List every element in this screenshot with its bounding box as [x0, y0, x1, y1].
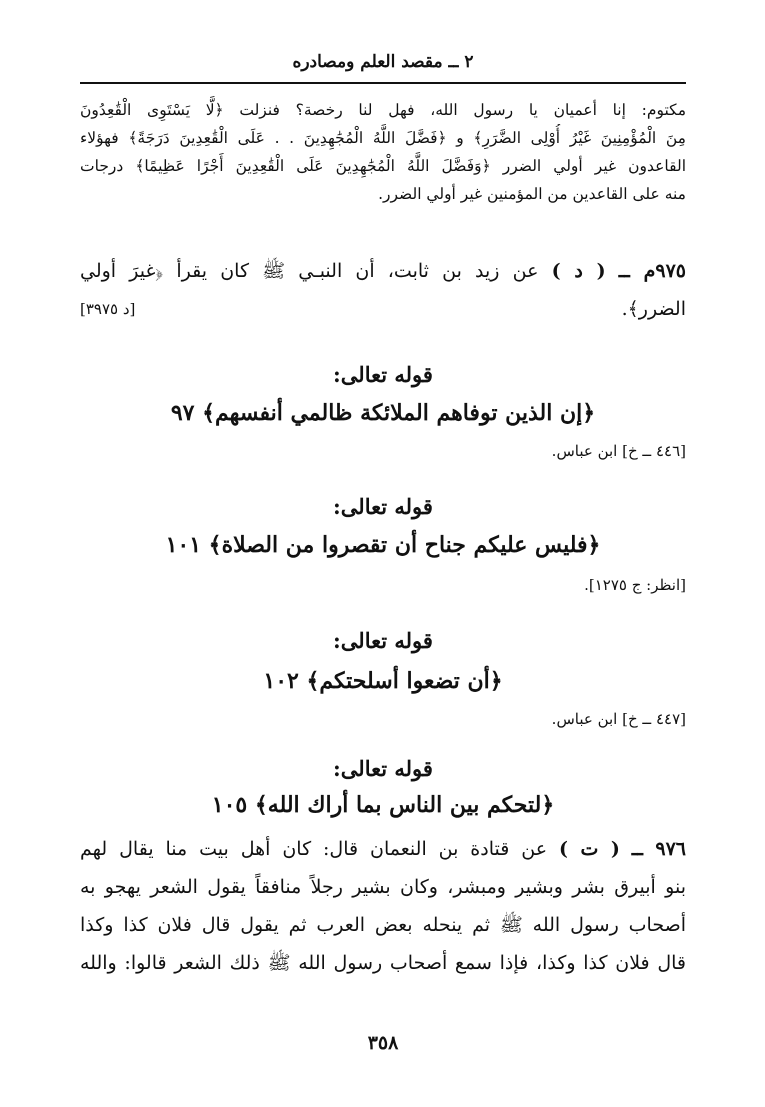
intro-line: القاعدون غير أولي الضرر ﴿وَفَضَّلَ اللَّهُ الْمُجَٰهِدِينَ عَلَى الْقَٰعِدِينَ أَجْرًا عَظِيمًا﴾ درجات — [80, 157, 686, 175]
hadith-reference: [د ٣٩٧٥] — [80, 300, 136, 318]
hadith-source: ( ت ) — [558, 838, 620, 860]
hadith-number: ٩٧٦ ــ — [631, 838, 686, 860]
intro-line: مِنَ الْمُؤْمِنِينَ غَيْرُ أُوْلِى الضَّرَرِ﴾ و ﴿فَضَّلَ اللَّهُ الْمُجَٰهِدِينَ . . عَلَى الْقَٰعِدِينَ دَرَجَةً﴾ فهؤلاء — [80, 129, 686, 147]
section-note: [٤٤٦ ــ خ] ابن عباس. — [551, 442, 686, 460]
running-header: ٢ ــ مقصد العلم ومصادره — [292, 52, 474, 72]
intro-paragraph — [80, 96, 686, 208]
hadith-text: عن زيد بن ثابت، أن النبـي ﷺ كان يقرأ ﴿غيرَ أولي — [80, 260, 539, 282]
header-rule — [80, 82, 686, 84]
hadith-975 — [80, 252, 686, 328]
hadith-975-line — [80, 252, 686, 290]
section-heading: قوله تعالى: — [333, 756, 433, 781]
hadith-976-line: قال فلان كذا وكذا، فإذا سمع أصحاب رسول الله ﷺ ذلك الشعر قالوا: والله — [80, 952, 686, 974]
ayah-title: ﴿أن تضعوا أسلحتكم﴾ ١٠٢ — [263, 668, 503, 694]
intro-line: منه على القاعدين من المؤمنين غير أولي الضرر. — [378, 185, 686, 203]
ayah-title: ﴿فليس عليكم جناح أن تقصروا من الصلاة﴾ ١٠١ — [165, 532, 601, 558]
hadith-source: ( د ) — [551, 260, 606, 282]
hadith-976-line: بنو أبيرق بشر وبشير ومبشر، وكان بشير رجلاً منافقاً يقول الشعر يهجو به — [80, 876, 686, 898]
hadith-975-line: الضرر﴾. — [621, 298, 686, 320]
section-note: [انظر: ج ١٢٧٥]. — [584, 576, 686, 594]
section-heading: قوله تعالى: — [333, 362, 433, 387]
hadith-number: ٩٧٥م ــ — [618, 260, 686, 282]
section-heading: قوله تعالى: — [333, 494, 433, 519]
ayah-title: ﴿لتحكم بين الناس بما أراك الله﴾ ١٠٥ — [211, 792, 555, 818]
page-number: ٣٥٨ — [367, 1032, 399, 1054]
section-note: [٤٤٧ ــ خ] ابن عباس. — [551, 710, 686, 728]
ayah-title: ﴿إن الذين توفاهم الملائكة ظالمي أنفسهم﴾ ٩٧ — [170, 400, 596, 426]
hadith-976-line — [80, 830, 686, 868]
hadith-text: عن قتادة بن النعمان قال: كان أهل بيت منا يقال لهم — [80, 838, 548, 860]
intro-line: مكتوم: إنا أعميان يا رسول الله، فهل لنا رخصة؟ فنزلت ﴿لَّا يَسْتَوِى الْقَٰعِدُونَ — [80, 101, 686, 119]
section-heading: قوله تعالى: — [333, 628, 433, 653]
hadith-976 — [80, 830, 686, 982]
hadith-976-line: أصحاب رسول الله ﷺ ثم ينحله بعض العرب ثم يقول قال فلان كذا وكذا — [80, 914, 686, 936]
